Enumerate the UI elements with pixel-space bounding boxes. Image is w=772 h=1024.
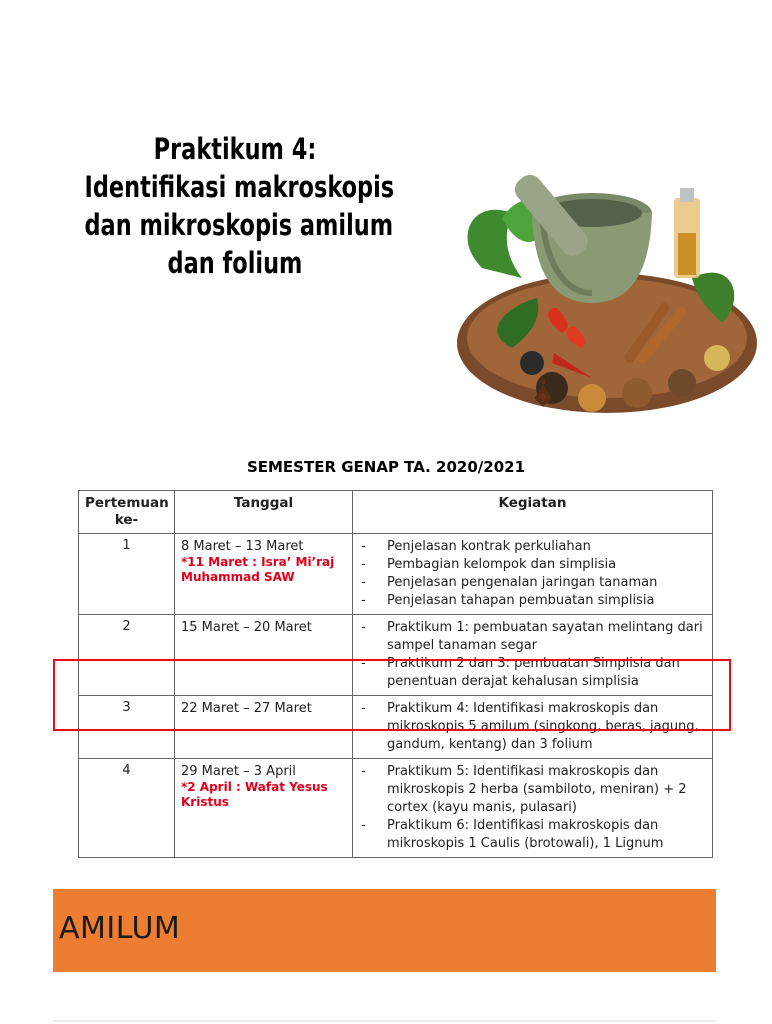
activity-item: - Penjelasan pengenalan jaringan tanaman [359, 574, 706, 592]
schedule-table-container [78, 490, 712, 851]
activity-item: - Praktikum 1: pembuatan sayatan melintang dari sampel tanaman segar [359, 619, 706, 655]
table-header-row [79, 491, 713, 534]
activity-item: - Penjelasan kontrak perkuliahan [359, 538, 706, 556]
semester-heading: SEMESTER GENAP TA. 2020/2021 [246, 458, 526, 476]
title-line-1: Praktikum 4: [153, 132, 317, 166]
row-number: 2 [79, 615, 175, 696]
header-kegiatan: Kegiatan [353, 491, 713, 534]
activity-item: - Praktikum 4: Identifikasi makroskopis dan mikroskopis 5 amilum (singkong, beras, jagung, gandum, kentang) dan 3 folium [359, 700, 706, 754]
section-banner [53, 889, 716, 972]
row-activities-cell [353, 534, 713, 615]
row-date-cell [175, 534, 353, 615]
activity-item: - Praktikum 6: Identifikasi makroskopis dan mikroskopis 1 Caulis (brotowali), 1 Lignum [359, 817, 706, 853]
table-row [79, 534, 713, 615]
row-activities-cell [353, 759, 713, 858]
activity-item: - Praktikum 2 dan 3: pembuatan Simplisia dan penentuan derajat kehalusan simplisia [359, 655, 706, 691]
divider [53, 1020, 716, 1022]
row-holiday-note: *2 April : Wafat Yesus Kristus [181, 780, 328, 809]
row-holiday-note: *11 Maret : Isra’ Mi’raj Muhammad SAW [181, 555, 335, 584]
activity-item: - Penjelasan tahapan pembuatan simplisia [359, 592, 706, 610]
row-date: 29 Maret – 3 April [181, 764, 296, 779]
activity-item: - Pembagian kelompok dan simplisia [359, 556, 706, 574]
title-line-3: dan mikroskopis amilum [84, 208, 394, 242]
title-line-2: Identifikasi makroskopis [84, 170, 395, 204]
mortar-pestle-herbs-image [442, 158, 762, 433]
activity-list [359, 763, 706, 853]
activity-item: - Praktikum 5: Identifikasi makroskopis dan mikroskopis 2 herba (sambiloto, meniran) + 2 cortex (kayu manis, pulasari) [359, 763, 706, 817]
slide-title [84, 130, 395, 282]
header-pertemuan: Pertemuan ke- [79, 491, 175, 534]
section-label: AMILUM [59, 911, 181, 946]
table-row [79, 759, 713, 858]
title-line-4: dan folium [167, 246, 303, 280]
row-number: 4 [79, 759, 175, 858]
row-date-cell [175, 759, 353, 858]
row-date: 22 Maret – 27 Maret [181, 701, 312, 716]
row-date: 8 Maret – 13 Maret [181, 539, 304, 554]
row-date: 15 Maret – 20 Maret [181, 620, 312, 635]
row-number: 3 [79, 696, 175, 759]
highlight-box [53, 659, 731, 731]
row-number: 1 [79, 534, 175, 615]
activity-list [359, 538, 706, 610]
header-tanggal: Tanggal [175, 491, 353, 534]
